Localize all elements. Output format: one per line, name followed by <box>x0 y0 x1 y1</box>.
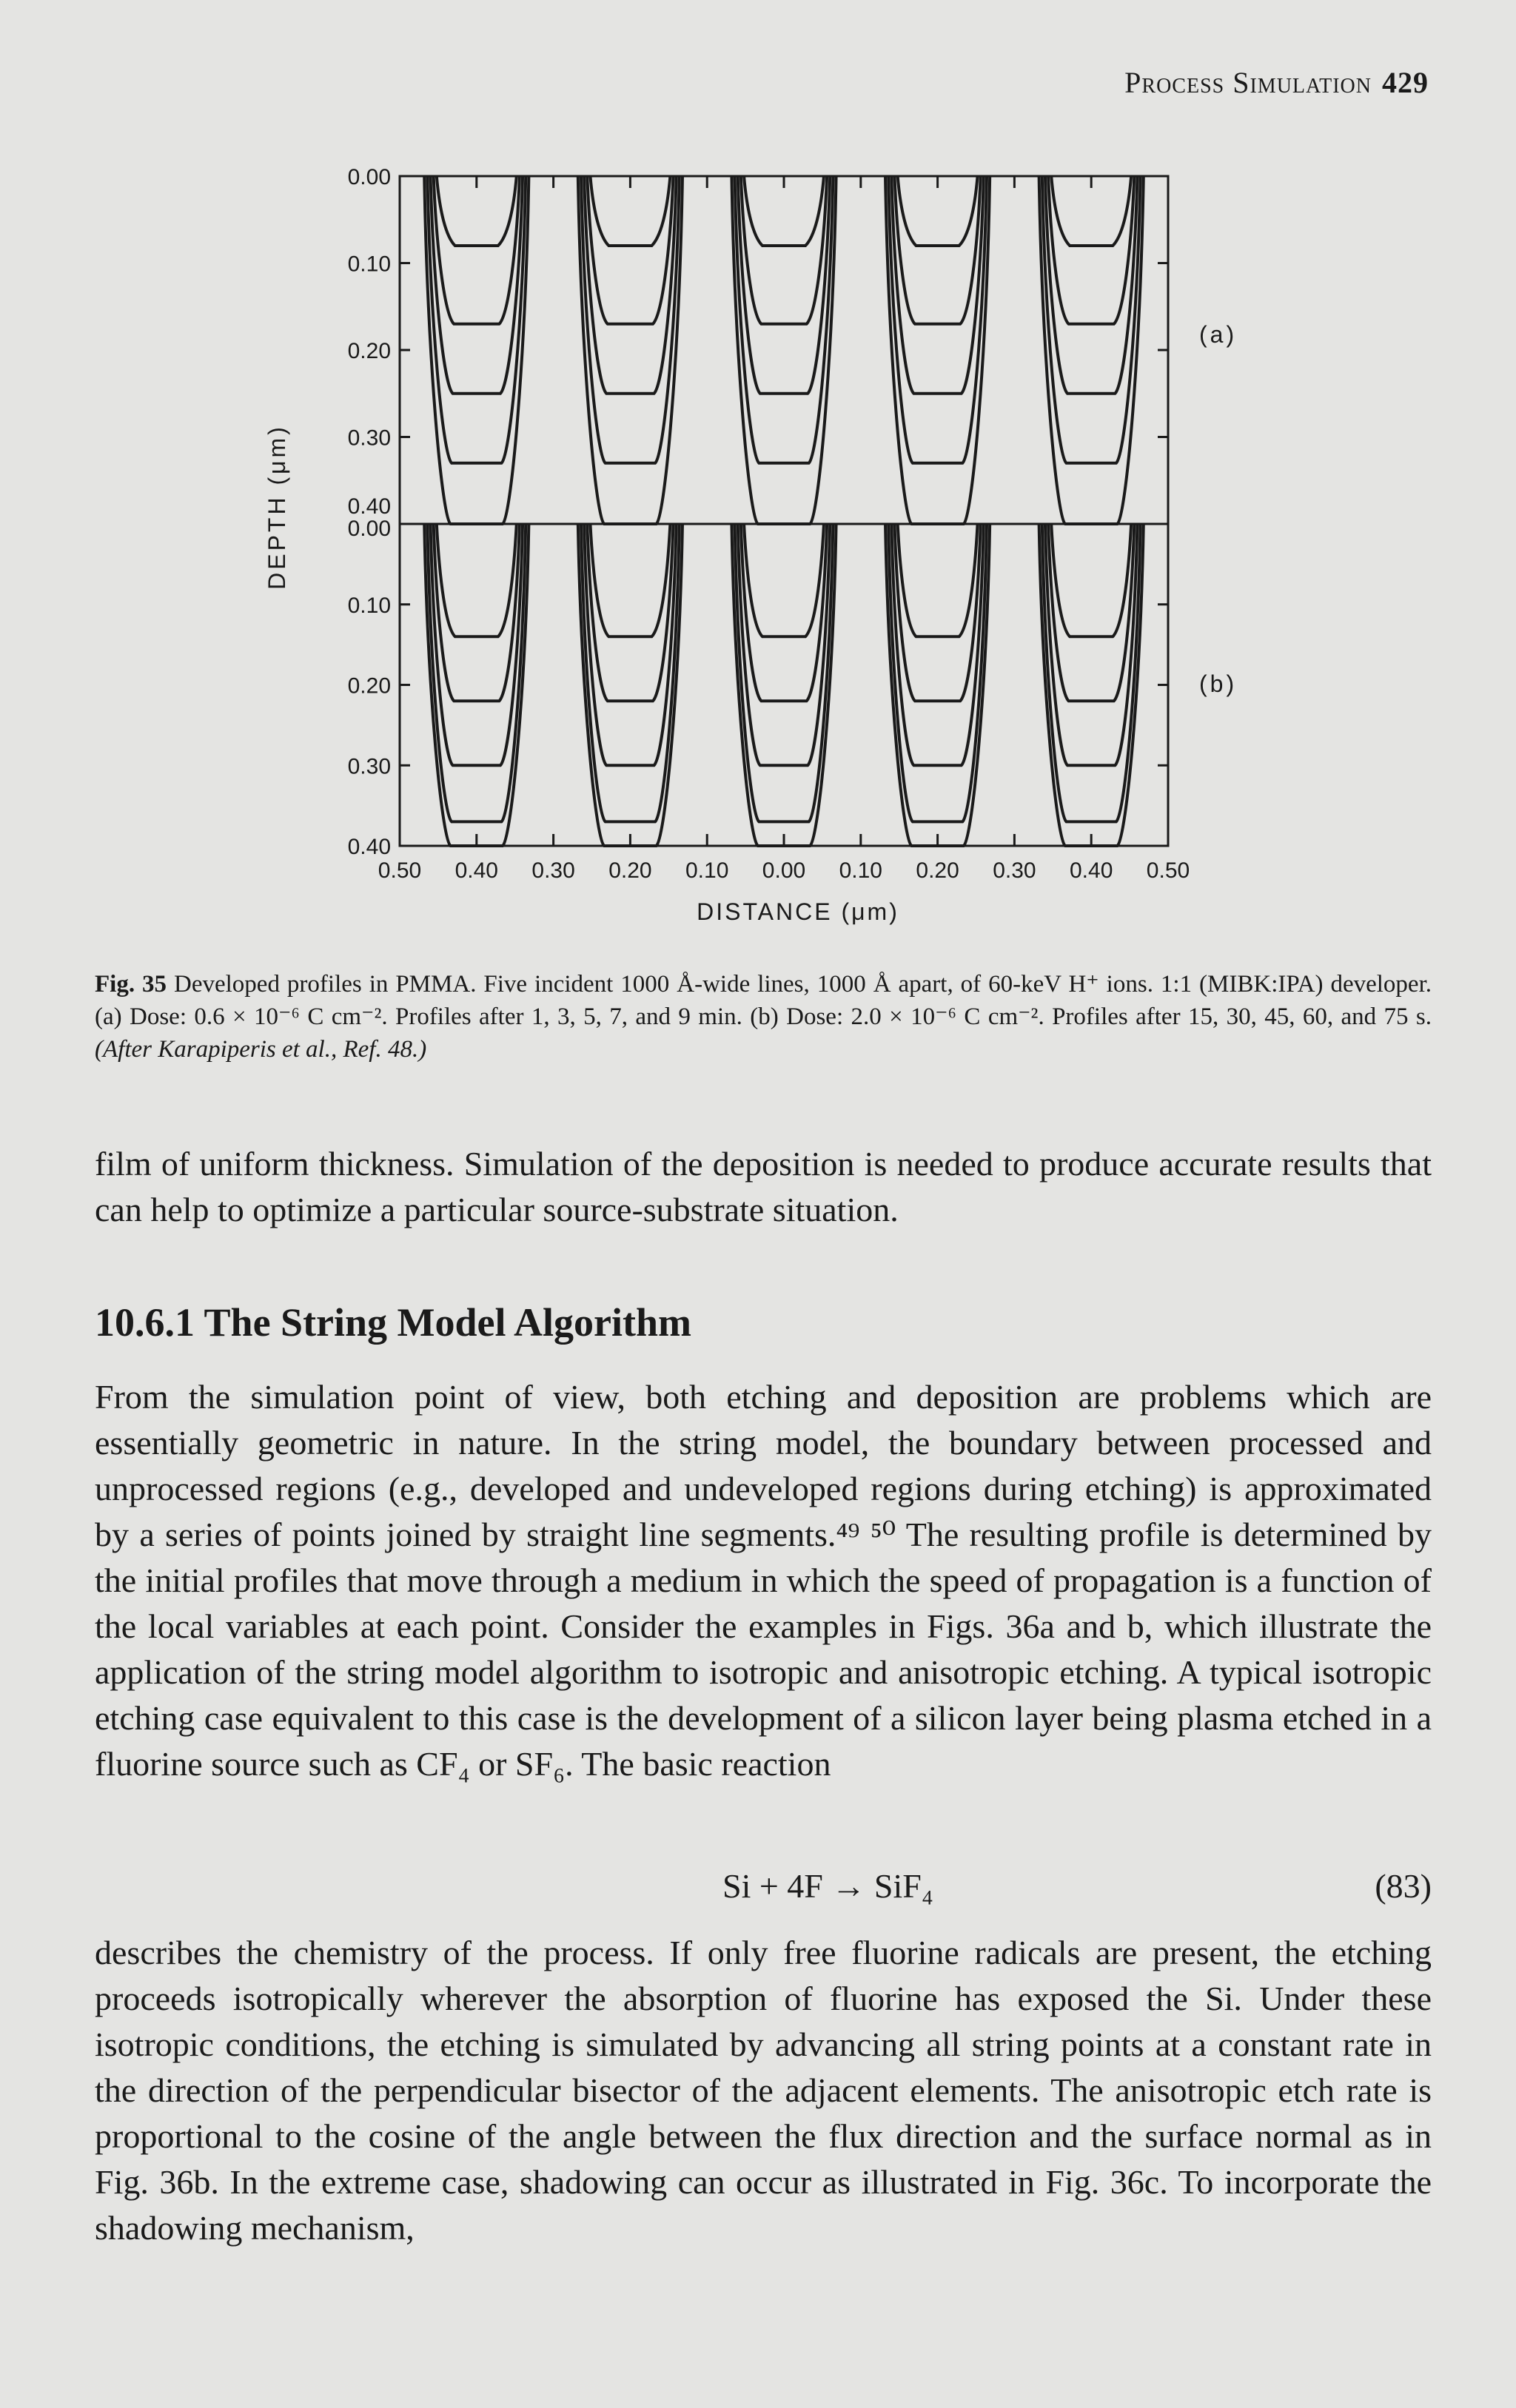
section-heading: 10.6.1 The String Model Algorithm <box>95 1300 692 1345</box>
x-tick-label: 0.20 <box>608 858 652 883</box>
x-tick-label: 0.40 <box>1070 858 1113 883</box>
profile-curve <box>424 176 529 524</box>
paragraph-3: describes the chemistry of the process. If only free fluorine radicals are present, the etching proceeds isotropically wherever the absorption of fluorine has exposed the Si. Under these isotropic conditions, the etching is simulated by advancing all string points at a constant rate in the direction of the perpendicular bisector of the adjacent elements. The anisotropic etch rate is proportional to the cosine of the angle between the flux direction and the surface normal as in Fig. 36b. In the extreme case, shadowing can occur as illustrated in Fig. 36c. To incorporate the shadowing mechanism, <box>95 1934 1432 2247</box>
equation-number: (83) <box>1375 1867 1432 1905</box>
running-title: Process Simulation <box>1124 66 1372 99</box>
panel-b-label: (b) <box>1199 670 1238 697</box>
y-tick-label: 0.00 <box>347 517 391 541</box>
profile-curve <box>434 176 520 324</box>
equation-expression: Si + 4F → SiF₄ <box>722 1867 933 1905</box>
y-tick-label: 0.10 <box>347 252 391 277</box>
y-tick-label: 0.40 <box>347 494 391 519</box>
equation-83 <box>95 1863 1432 1909</box>
caption-text: Developed profiles in PMMA. Five incident 1000 Å-wide lines, 1000 Å apart, of 60-keV H⁺ ions. 1:1 (MIBK:IPA) developer. (a) Dose: 0.6 × 10⁻⁶ C cm⁻². Profiles after 1, 3, 5, 7, and 9 min. (b) Dose: 2.0 × 10⁻⁶ C cm⁻². Profiles after 15, 30, 45, 60, and 75 s. <box>95 971 1432 1030</box>
x-axis-label: DISTANCE (μm) <box>697 898 899 925</box>
figure-caption <box>95 968 1432 1066</box>
profile-curve <box>1051 524 1131 636</box>
profile-curve <box>731 176 836 524</box>
y-axis-label: DEPTH (μm) <box>264 424 290 590</box>
profile-curve <box>898 524 978 636</box>
profile-curve <box>891 524 984 765</box>
profile-curve <box>1045 524 1138 765</box>
profile-curve <box>437 524 517 636</box>
profile-curve <box>744 524 824 636</box>
profile-curve <box>735 524 834 821</box>
profile-curve <box>431 524 523 765</box>
profile-curve <box>1039 176 1144 524</box>
profile-curve <box>427 524 526 821</box>
developed-profiles-figure <box>0 0 1516 955</box>
profile-curve <box>587 176 673 324</box>
x-tick-label: 0.50 <box>378 858 422 883</box>
panel-b <box>400 524 1168 846</box>
y-tick-label: 0.30 <box>347 426 391 451</box>
x-tick-label: 0.10 <box>685 858 729 883</box>
profile-curve <box>590 524 670 636</box>
profile-curve <box>1042 524 1141 821</box>
profile-curve <box>894 176 980 324</box>
y-tick-label: 0.20 <box>347 673 391 699</box>
x-tick-label: 0.30 <box>531 858 575 883</box>
x-tick-label: 0.40 <box>455 858 498 883</box>
page-number: 429 <box>1382 66 1429 99</box>
profile-curve <box>885 176 990 524</box>
x-tick-label: 0.10 <box>839 858 882 883</box>
paragraph-1: film of uniform thickness. Simulation of the deposition is needed to produce accurate results that can help to optimize a particular source-substrate situation. <box>95 1145 1432 1228</box>
profile-curve <box>738 524 831 765</box>
profile-curve <box>581 524 680 821</box>
y-tick-label: 0.40 <box>347 835 391 859</box>
x-tick-label: 0.00 <box>762 858 806 883</box>
profile-curve <box>578 176 682 524</box>
profile-curve <box>741 176 827 324</box>
figure-label: Fig. 35 <box>95 971 167 998</box>
panel-a-label: (a) <box>1199 321 1238 348</box>
y-tick-label: 0.10 <box>347 593 391 618</box>
paragraph-2: From the simulation point of view, both etching and deposition are problems which are essentially geometric in nature. In the string model, the boundary between processed and unprocessed regions (e.g., developed and undeveloped regions during etching) is approximated by a series of points joined by straight line segments.⁴⁹ ⁵⁰ The resulting profile is determined by the initial profiles that move through a medium in which the speed of propagation is a function of the local variables at each point. Consider the examples in Figs. 36a and b, which illustrate the application of the string model algorithm to isotropic and anisotropic etching. A typical isotropic etching case equivalent to this case is the development of a silicon layer being plasma etched in a fluorine source such as CF₄ or SF₆. The basic reaction <box>95 1378 1432 1783</box>
profile-curve <box>1048 176 1134 324</box>
panel-frame <box>400 176 1168 524</box>
x-tick-label: 0.20 <box>916 858 959 883</box>
y-tick-label: 0.00 <box>347 165 391 189</box>
profile-curve <box>584 524 677 765</box>
panel-a <box>400 176 1168 524</box>
caption-source: (After Karapiperis et al., Ref. 48.) <box>95 1036 427 1063</box>
y-tick-label: 0.20 <box>347 339 391 363</box>
y-tick-label: 0.30 <box>347 754 391 779</box>
profile-curve <box>888 524 987 821</box>
x-tick-label: 0.30 <box>993 858 1036 883</box>
x-tick-label: 0.50 <box>1146 858 1190 883</box>
